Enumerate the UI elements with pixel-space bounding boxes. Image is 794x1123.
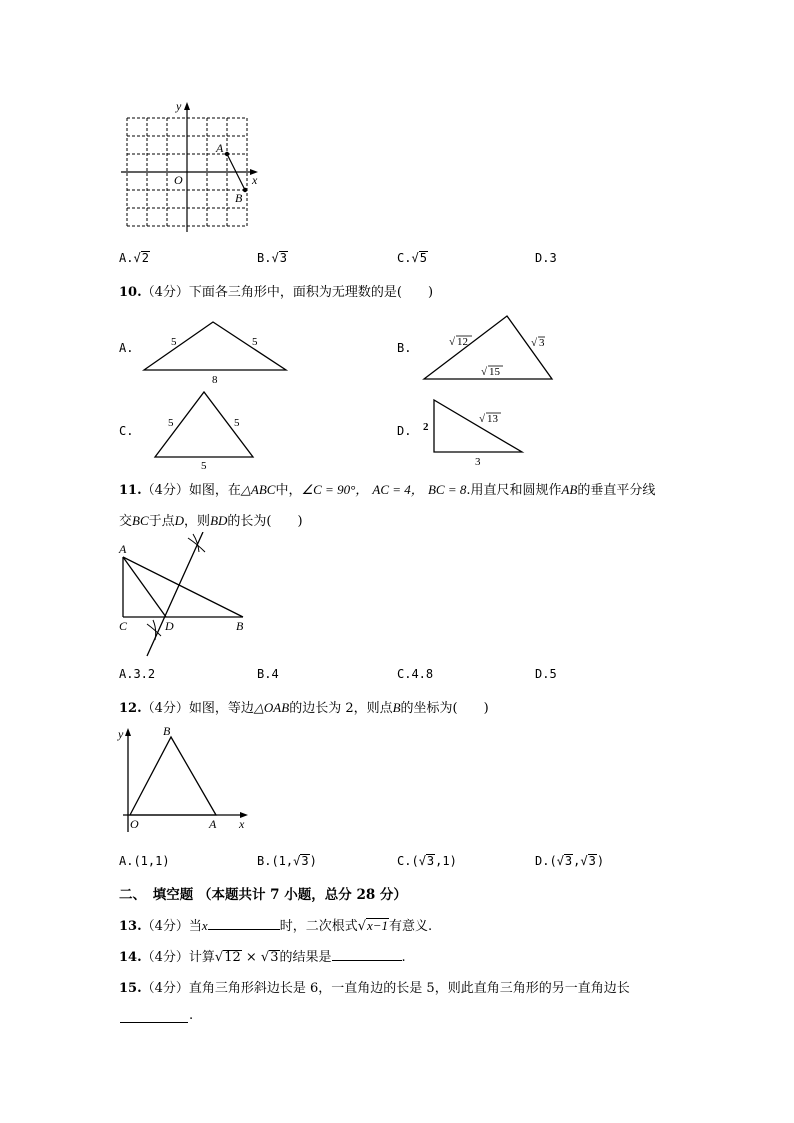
label-b: B: [236, 619, 244, 633]
label-a: A: [209, 817, 217, 831]
q9-option-c: C.√5: [397, 251, 427, 265]
question-14: 14.（4分）计算√12 × √3的结果是 .: [119, 950, 406, 965]
label-x: x: [252, 173, 258, 187]
svg-text:√: √: [479, 413, 486, 425]
q12-option-d: D.(√3,√3): [535, 854, 605, 868]
svg-text:√: √: [481, 366, 488, 378]
side-bottom: 5: [201, 460, 207, 472]
q14-answer-blank[interactable]: [332, 948, 402, 961]
label-b: B: [163, 724, 171, 738]
y-axis-arrow: [125, 728, 131, 736]
q10-option-c-letter: C.: [119, 424, 134, 438]
label-c: C: [119, 619, 128, 633]
q9-option-a: A.√2: [119, 251, 149, 265]
q11-option-a: A.3.2: [119, 667, 156, 681]
question-13: 13.（4分）当x 时，二次根式√x−1有意义.: [119, 918, 433, 934]
side-left: 5: [168, 417, 174, 429]
side-right: 5: [252, 336, 258, 348]
q13-answer-blank[interactable]: [208, 917, 280, 930]
side-bottom: 8: [212, 374, 218, 386]
question-11-line-2: 交BC于点D，则BD的长为( ): [119, 513, 303, 529]
side-left: 2: [423, 421, 429, 433]
q10-triangle-d: [420, 394, 530, 468]
question-10: 10.（4分）下面各三角形中，面积为无理数的是( ): [119, 285, 434, 300]
q9-option-b: B.√3: [257, 251, 287, 265]
q11-option-b: B.4: [257, 667, 279, 681]
section-2-title: 二、 填空题 （本题共计 7 小题，总分 28 分）: [119, 887, 407, 903]
question-11-line-1: 11.（4分）如图，在△ABC中，∠C = 90°， AC = 4， BC = 8.用直尺和圆规作AB的垂直平分线: [119, 482, 656, 498]
q10-option-d-letter: D.: [397, 424, 412, 438]
label-x: x: [239, 817, 245, 831]
q10-triangle-b: [420, 312, 560, 384]
q10-triangle-c: [150, 388, 260, 472]
svg-text:√: √: [449, 336, 456, 348]
side-right: 5: [234, 417, 240, 429]
q12-option-c: C.(√3,1): [397, 854, 457, 868]
question-12: 12.（4分）如图，等边△OAB的边长为 2，则点B的坐标为( ): [119, 700, 489, 716]
q12-figure: [115, 724, 255, 836]
side-right: 3: [539, 337, 545, 349]
q11-option-c: C.4.8: [397, 667, 434, 681]
q11-option-d: D.5: [535, 667, 557, 681]
triangle-oab: [130, 737, 216, 815]
q12-option-a: A.(1,1): [119, 854, 170, 868]
q9-grid-figure: [115, 98, 265, 238]
q10-option-b-letter: B.: [397, 341, 412, 355]
q15-period: .: [189, 1008, 194, 1023]
label-d: D: [165, 619, 174, 633]
side-hyp: 13: [487, 413, 498, 425]
label-y: y: [176, 99, 182, 113]
point-b: [243, 188, 247, 192]
svg-text:√: √: [531, 337, 538, 349]
label-b: B: [235, 191, 243, 205]
y-axis-arrow: [184, 102, 190, 110]
q10-triangle-a: [140, 316, 295, 386]
label-o: O: [130, 817, 139, 831]
side-left: 12: [457, 336, 468, 348]
question-15: 15.（4分）直角三角形斜边长是 6，一直角边的长是 5，则此直角三角形的另一直角边长: [119, 981, 630, 996]
label-y: y: [118, 727, 124, 741]
q10-option-a-letter: A.: [119, 341, 134, 355]
side-bottom: 3: [475, 456, 481, 468]
q15-answer-blank[interactable]: [120, 1008, 188, 1023]
side-left: 5: [171, 336, 177, 348]
q9-option-d: D.3: [535, 251, 557, 265]
label-a: A: [216, 141, 224, 155]
side-bottom: 15: [489, 366, 500, 378]
label-a: A: [119, 542, 127, 556]
point-a: [225, 152, 229, 156]
q11-figure: [115, 532, 260, 658]
q12-option-b: B.(1,√3): [257, 854, 317, 868]
label-o: O: [174, 173, 183, 187]
